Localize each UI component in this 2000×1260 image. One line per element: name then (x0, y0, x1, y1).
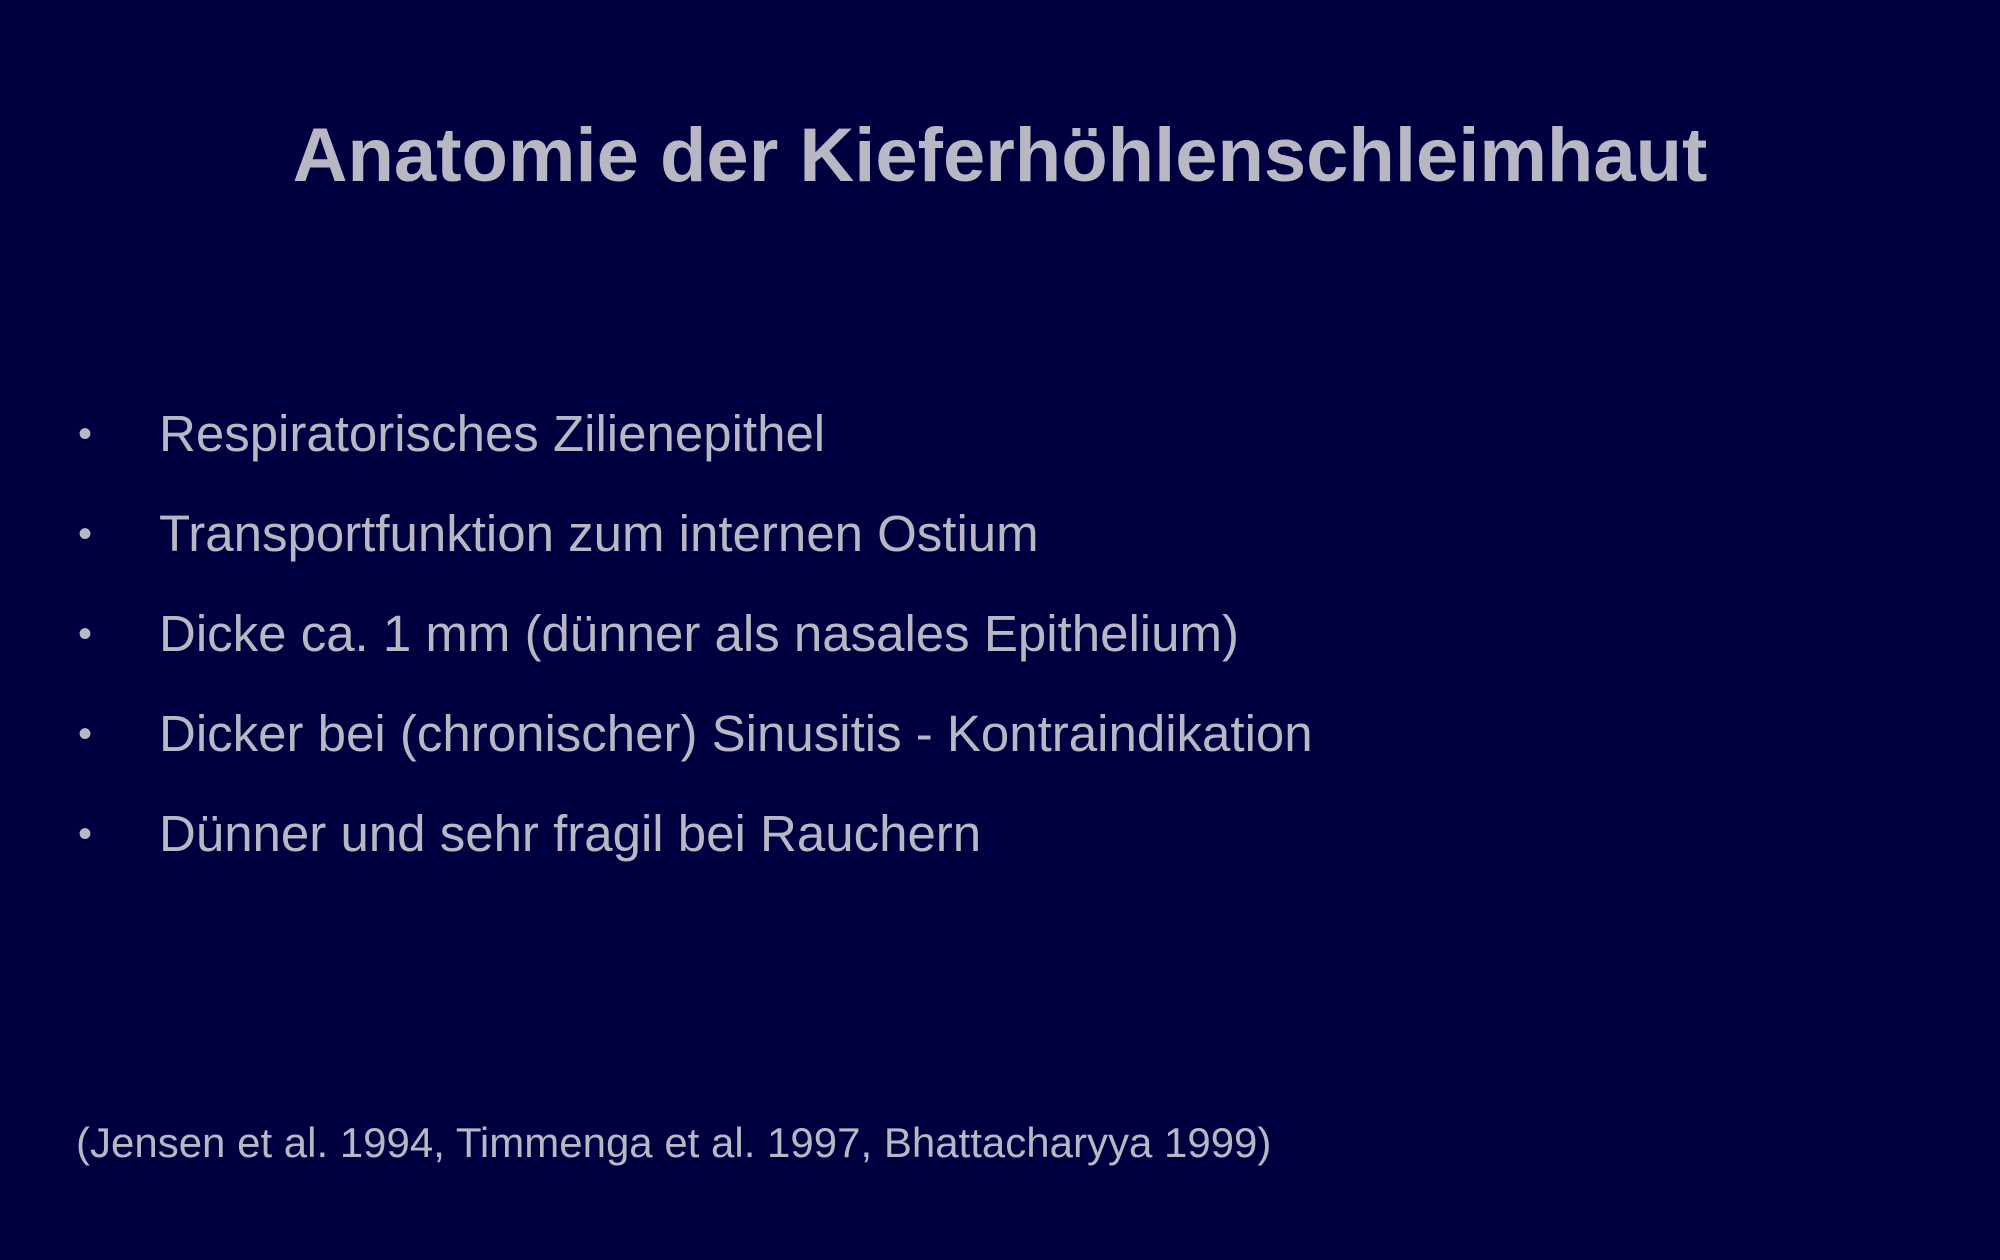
bullet-icon: • (78, 512, 93, 556)
list-item (0, 799, 1700, 869)
bullet-icon: • (78, 812, 93, 856)
bullet-text: Respiratorisches Zilienepithel (159, 405, 826, 462)
list-item (0, 599, 1700, 669)
bullet-text: Transportfunktion zum internen Ostium (159, 505, 1039, 562)
citation: (Jensen et al. 1994, Timmenga et al. 1997, Bhattacharyya 1999) (76, 1119, 1272, 1166)
bullet-icon: • (78, 712, 93, 756)
slide-title: Anatomie der Kieferhöhlenschleimhaut (292, 113, 1708, 198)
list-item (0, 499, 1700, 569)
list-item (0, 699, 1700, 769)
bullet-icon: • (78, 412, 93, 456)
bullet-icon: • (78, 612, 93, 656)
bullet-text: Dicke ca. 1 mm (dünner als nasales Epithelium) (159, 605, 1239, 662)
bullet-text: Dicker bei (chronischer) Sinusitis - Kontraindikation (159, 705, 1313, 762)
list-item (0, 399, 1700, 469)
bullet-text: Dünner und sehr fragil bei Rauchern (159, 805, 982, 862)
